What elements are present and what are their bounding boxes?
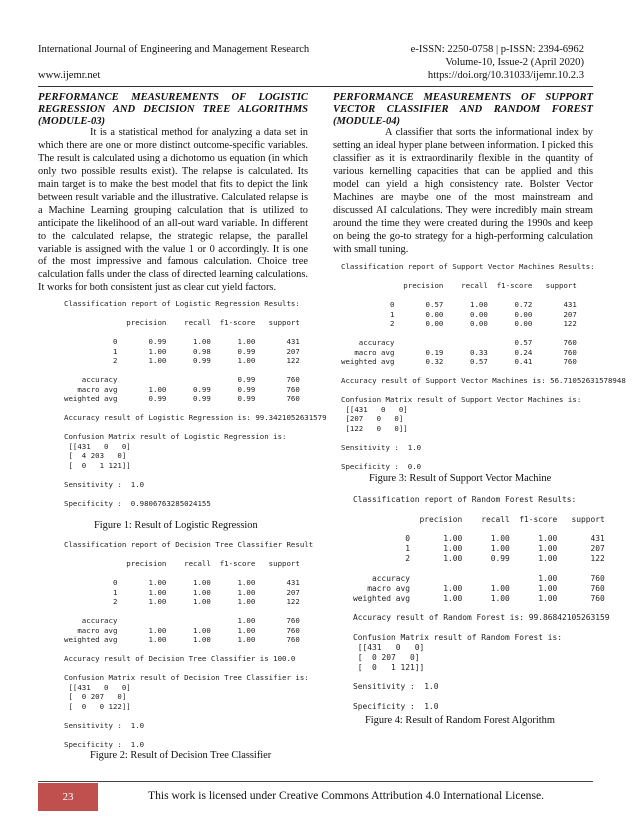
report-line bbox=[64, 664, 308, 674]
report-line: [ 0 1 121]] bbox=[64, 460, 131, 470]
report-line bbox=[353, 692, 593, 702]
report-line: precision recall f1-score support bbox=[341, 281, 577, 291]
report-line: Sensitivity : 1.0 bbox=[64, 479, 145, 489]
report-line: Confusion Matrix result of Logistic Regression is: bbox=[64, 432, 287, 442]
report-line bbox=[341, 272, 593, 282]
report-line bbox=[64, 366, 308, 376]
website-link[interactable]: www.ijemr.net bbox=[38, 70, 101, 81]
report-line: [ 0 1 121]] bbox=[353, 662, 425, 672]
section-title-line: VECTOR CLASSIFIER AND RANDOM FOREST bbox=[333, 103, 593, 115]
report-line bbox=[64, 404, 308, 414]
report-line: Confusion Matrix result of Random Forest is: bbox=[353, 632, 563, 642]
report-line: Accuracy result of Support Vector Machines is: 56.71052631578948 bbox=[341, 376, 626, 386]
figure-1 bbox=[64, 299, 327, 508]
report-line: Accuracy result of Logistic Regression is: 99.3421052631579 bbox=[64, 413, 327, 423]
report-line: Classification report of Decision Tree Classifier Result bbox=[64, 540, 314, 550]
report-line: Classification report of Random Forest Results: bbox=[353, 495, 577, 505]
report-line: Classification report of Support Vector Machines Results: bbox=[341, 262, 595, 272]
report-line bbox=[353, 564, 593, 574]
report-line: Confusion Matrix result of Support Vector Machines is: bbox=[341, 395, 582, 405]
report-line: Specificity : 0.9806763285024155 bbox=[64, 498, 211, 508]
report-line bbox=[64, 607, 308, 617]
report-line bbox=[341, 452, 593, 462]
logistic-regression-report bbox=[64, 299, 327, 508]
report-line bbox=[353, 604, 593, 614]
body-paragraph: It is a statistical method for analyzing a data set in which there are one or more distinct outcome-specific variables. The result is calculated using a dichotomo us equation (in which only two possible results exist). The relapse is calculated. Its main target is to make the best model that fits to depict the link between result variable and the illustrative. Calculated relapse is a Machine Learning grouping calculation that is utilized to anticipate the likelihood of an all-out ward variable. In different to the calculated relapse, the strategic relapse, the parallel variable is assigned with the value 1 or 0 accordingly. It is one of the most impressive and famous calculation. Choice tree calculation falls under the class of directed learning calculations. It works for both consistent just as clear cut yield factors. bbox=[38, 127, 308, 294]
report-line: [207 0 0] bbox=[341, 414, 404, 424]
left-column bbox=[38, 92, 327, 762]
report-line: 1 0.00 0.00 0.00 207 bbox=[341, 309, 577, 319]
license-text[interactable]: This work is licensed under Creative Commons Attribution 4.0 International License. bbox=[148, 789, 545, 802]
page-number: 23 bbox=[38, 783, 98, 811]
report-line: 0 0.99 1.00 1.00 431 bbox=[64, 337, 300, 347]
figure-1-caption: Figure 1: Result of Logistic Regression bbox=[94, 520, 258, 532]
figure-3-caption: Figure 3: Result of Support Vector Machine bbox=[369, 473, 552, 485]
section-title-line: REGRESSION AND DECISION TREE ALGORITHMS bbox=[38, 103, 308, 115]
report-line: 2 0.00 0.00 0.00 122 bbox=[341, 319, 577, 329]
figure-2 bbox=[64, 540, 314, 749]
report-line: 0 0.57 1.00 0.72 431 bbox=[341, 300, 577, 310]
report-line: macro avg 0.19 0.33 0.24 760 bbox=[341, 347, 577, 357]
report-line: macro avg 1.00 1.00 1.00 760 bbox=[353, 583, 605, 593]
report-line bbox=[64, 550, 308, 560]
report-line: accuracy 1.00 760 bbox=[353, 573, 605, 583]
report-line: Sensitivity : 1.0 bbox=[341, 442, 422, 452]
report-line bbox=[353, 525, 593, 535]
report-line bbox=[64, 730, 308, 740]
report-line: precision recall f1-score support bbox=[64, 559, 300, 569]
issn: e-ISSN: 2250-0758 | p-ISSN: 2394-6962 bbox=[410, 44, 584, 55]
figure-4 bbox=[353, 495, 610, 712]
section-title-module-04 bbox=[333, 92, 593, 127]
report-line: 2 1.00 0.99 1.00 122 bbox=[353, 554, 605, 564]
report-line: Confusion Matrix result of Decision Tree Classifier is: bbox=[64, 673, 309, 683]
report-line: [[431 0 0] bbox=[64, 682, 131, 692]
report-line bbox=[341, 329, 593, 339]
report-line bbox=[341, 433, 593, 443]
body-paragraph: A classifier that sorts the informational index by setting an ideal hyper plane between information. I picked this classifier as it is extraordinarily flexible in the quantity of various kernelling capacities that can be applied and this model can yield a high consistency rate. Bolster Vector Machines are maybe one of the most mainstream and discussed AI calculations. They were incredibly main stream around the time they were created during the 1990s and keep on being the go-to strategy for a high-performing calculation with small tuning. bbox=[333, 127, 593, 255]
report-line: Accuracy result of Decision Tree Classifier is 100.0 bbox=[64, 654, 296, 664]
doi-link[interactable]: https://doi.org/10.31033/ijemr.10.2.3 bbox=[427, 70, 584, 81]
section-title-line: (MODULE-04) bbox=[333, 115, 401, 127]
report-line bbox=[64, 423, 308, 433]
report-line bbox=[64, 470, 308, 480]
report-line: Specificity : 1.0 bbox=[64, 739, 145, 749]
report-line: accuracy 1.00 760 bbox=[64, 616, 300, 626]
decision-tree-report bbox=[64, 540, 314, 749]
report-line bbox=[64, 328, 308, 338]
report-line: Specificity : 1.0 bbox=[353, 701, 439, 711]
report-line: weighted avg 1.00 1.00 1.00 760 bbox=[64, 635, 300, 645]
report-line bbox=[341, 367, 593, 377]
section-title-module-03 bbox=[38, 92, 308, 127]
volume-issue: Volume-10, Issue-2 (April 2020) bbox=[445, 57, 584, 68]
report-line: Sensitivity : 1.0 bbox=[64, 720, 145, 730]
report-line bbox=[341, 291, 593, 301]
figure-4-caption: Figure 4: Result of Random Forest Algorithm bbox=[365, 714, 555, 726]
report-line bbox=[353, 505, 593, 515]
report-line: precision recall f1-score support bbox=[64, 318, 300, 328]
header-rule bbox=[38, 86, 593, 87]
report-line: macro avg 1.00 0.99 0.99 760 bbox=[64, 384, 300, 394]
report-line: weighted avg 0.32 0.57 0.41 760 bbox=[341, 357, 577, 367]
report-line bbox=[64, 645, 308, 655]
report-line bbox=[64, 569, 308, 579]
report-line: accuracy 0.57 760 bbox=[341, 338, 577, 348]
report-line: weighted avg 1.00 1.00 1.00 760 bbox=[353, 593, 605, 603]
footer-rule bbox=[38, 781, 593, 782]
report-line: Specificity : 0.0 bbox=[341, 461, 422, 471]
report-line: 0 1.00 1.00 1.00 431 bbox=[353, 534, 605, 544]
report-line bbox=[64, 489, 308, 499]
report-line bbox=[341, 386, 593, 396]
report-line: 1 1.00 1.00 1.00 207 bbox=[64, 587, 300, 597]
report-line: 1 1.00 1.00 1.00 207 bbox=[353, 544, 605, 554]
report-line: [ 4 203 0] bbox=[64, 451, 127, 461]
report-line: macro avg 1.00 1.00 1.00 760 bbox=[64, 625, 300, 635]
report-line: [ 0 0 122]] bbox=[64, 701, 131, 711]
report-line: Sensitivity : 1.0 bbox=[353, 682, 439, 692]
right-column bbox=[333, 92, 626, 727]
report-line: [122 0 0]] bbox=[341, 423, 408, 433]
random-forest-report bbox=[353, 495, 610, 712]
report-line: [[431 0 0] bbox=[64, 441, 131, 451]
report-line: precision recall f1-score support bbox=[353, 514, 605, 524]
report-line: 1 1.00 0.98 0.99 207 bbox=[64, 346, 300, 356]
report-line: 0 1.00 1.00 1.00 431 bbox=[64, 578, 300, 588]
report-line: [[431 0 0] bbox=[353, 642, 425, 652]
section-title-line: PERFORMANCE MEASUREMENTS OF LOGISTIC bbox=[38, 92, 308, 103]
section-title-line: (MODULE-03) bbox=[38, 115, 106, 127]
report-line bbox=[353, 623, 593, 633]
report-line: [[431 0 0] bbox=[341, 404, 408, 414]
report-line: 2 1.00 1.00 1.00 122 bbox=[64, 597, 300, 607]
report-line: [ 0 207 0] bbox=[353, 652, 420, 662]
report-line: 2 1.00 0.99 1.00 122 bbox=[64, 356, 300, 366]
report-line: accuracy 0.99 760 bbox=[64, 375, 300, 385]
section-title-line: PERFORMANCE MEASUREMENTS OF SUPPORT bbox=[333, 92, 593, 103]
figure-2-caption: Figure 2: Result of Decision Tree Classifier bbox=[90, 750, 272, 762]
report-line: Classification report of Logistic Regression Results: bbox=[64, 299, 300, 309]
journal-name: International Journal of Engineering and Management Research bbox=[38, 44, 310, 55]
report-line: Accuracy result of Random Forest is: 99.86842105263159 bbox=[353, 613, 610, 623]
svm-report bbox=[341, 262, 626, 471]
report-line: weighted avg 0.99 0.99 0.99 760 bbox=[64, 394, 300, 404]
report-line bbox=[64, 309, 308, 319]
figure-3 bbox=[341, 262, 626, 471]
report-line: [ 0 207 0] bbox=[64, 692, 127, 702]
report-line bbox=[64, 711, 308, 721]
report-line bbox=[353, 673, 593, 683]
